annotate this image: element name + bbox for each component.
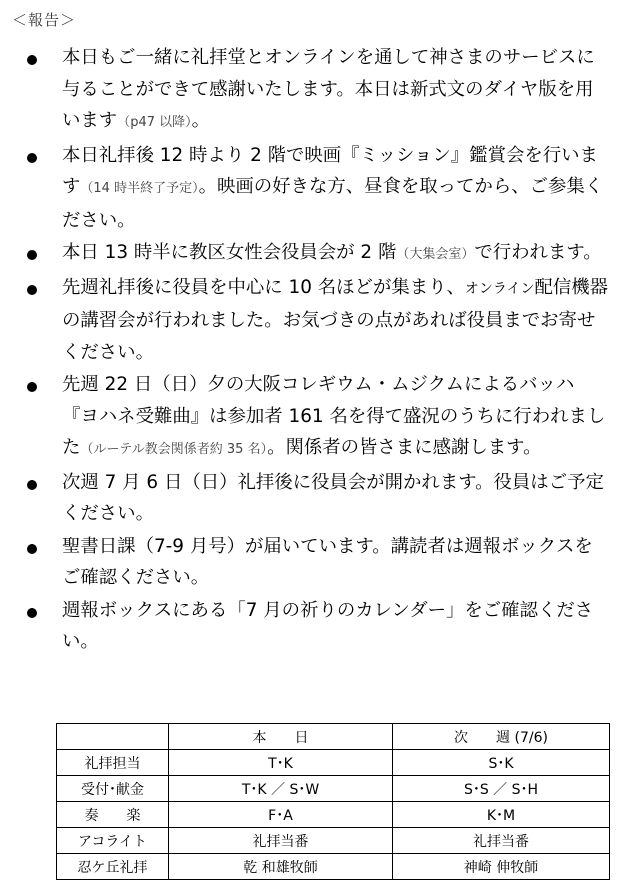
bullet-icon [27, 480, 37, 490]
table-row [57, 854, 610, 880]
bullet-icon [27, 250, 37, 260]
today-cell: 乾 和雄牧師 [169, 854, 393, 880]
table-row [57, 776, 610, 802]
item-tail: 。映画の好きな方、昼食を取ってから、ご参集ください。 [62, 176, 604, 231]
item-note: （14 時半終了予定） [80, 181, 199, 196]
list-item [0, 140, 628, 237]
bullet-icon [27, 55, 37, 65]
row-label: 奏 楽 [57, 802, 169, 828]
list-item [0, 531, 628, 594]
bullet-icon [27, 544, 37, 554]
item-text: 本日礼拝後 12 時より 2 階で映画『ミッション』鑑賞会を行います [62, 144, 598, 197]
today-cell: 礼拝当番 [169, 828, 393, 854]
list-item [0, 42, 628, 139]
item-text: 先週礼拝後に役員を中心に 10 名ほどが集まり、 [62, 276, 465, 298]
list-item [0, 369, 628, 466]
duty-table [56, 723, 610, 880]
table-header-row [57, 724, 610, 750]
table-row [57, 828, 610, 854]
today-cell: F･A [169, 802, 393, 828]
item-extra: オンライン [464, 280, 535, 297]
row-label: アコライト [57, 828, 169, 854]
item-text: 次週 7 月 6 日（日）礼拝後に役員会が開かれます。役員はご予定ください。 [62, 471, 604, 524]
today-cell: T･K ／ S･W [169, 776, 393, 802]
table-row [57, 750, 610, 776]
item-tail: 配信機器の講習会が行われました。お気づきの点があれば役員までお寄せください。 [62, 276, 609, 363]
item-text: 聖書日課（7-9 月号）が届いています。講読者は週報ボックスをご確認ください。 [62, 535, 593, 588]
item-note: （ルーテル教会関係者約 35 名） [80, 442, 268, 457]
item-note: （p47 以降） [117, 115, 192, 130]
row-label: 忍ケ丘礼拝 [57, 854, 169, 880]
item-tail: で行われます。 [474, 242, 602, 263]
item-text: 本日もご一緒に礼拝堂とオンラインを通して神さまのサービスに与ることができて感謝いたします。本日は新式文のダイヤ版を用います [62, 47, 595, 131]
list-item [0, 237, 628, 271]
today-cell: T･K [169, 750, 393, 776]
item-tail: 。関係者の皆さまに感謝します。 [267, 437, 542, 458]
next-week-cell: S･S ／ S･H [393, 776, 610, 802]
report-list [0, 42, 628, 659]
list-item [0, 467, 628, 530]
row-label: 礼拝担当 [57, 750, 169, 776]
table-row [57, 802, 610, 828]
item-note: （大集会室） [396, 247, 475, 262]
item-text: 先週 22 日（日）夕の大阪コレギウム・ムジクムによるバッハ『ヨハネ受難曲』は参加者 161 名を得て盛況のうちに行われました [62, 374, 606, 458]
next-week-cell: 神崎 伸牧師 [393, 854, 610, 880]
next-week-cell: K･M [393, 802, 610, 828]
item-tail: 。 [191, 110, 211, 131]
table-header-cell [57, 724, 169, 750]
list-item [0, 595, 628, 658]
table-header-cell: 本 日 [169, 724, 393, 750]
item-text: 週報ボックスにある「7 月の祈りのカレンダー」をご確認ください。 [62, 599, 594, 652]
bullet-icon [27, 285, 37, 295]
bullet-icon [27, 382, 37, 392]
table-header-cell: 次 週 (7/6) [393, 724, 610, 750]
row-label: 受付･献金 [57, 776, 169, 802]
next-week-cell: 礼拝当番 [393, 828, 610, 854]
bullet-icon [27, 608, 37, 618]
list-item [0, 272, 628, 369]
item-text: 本日 13 時半に教区女性会役員会が 2 階 [62, 242, 397, 263]
next-week-cell: S･K [393, 750, 610, 776]
report-heading: ＜報告＞ [12, 11, 77, 29]
bullet-icon [27, 153, 37, 163]
